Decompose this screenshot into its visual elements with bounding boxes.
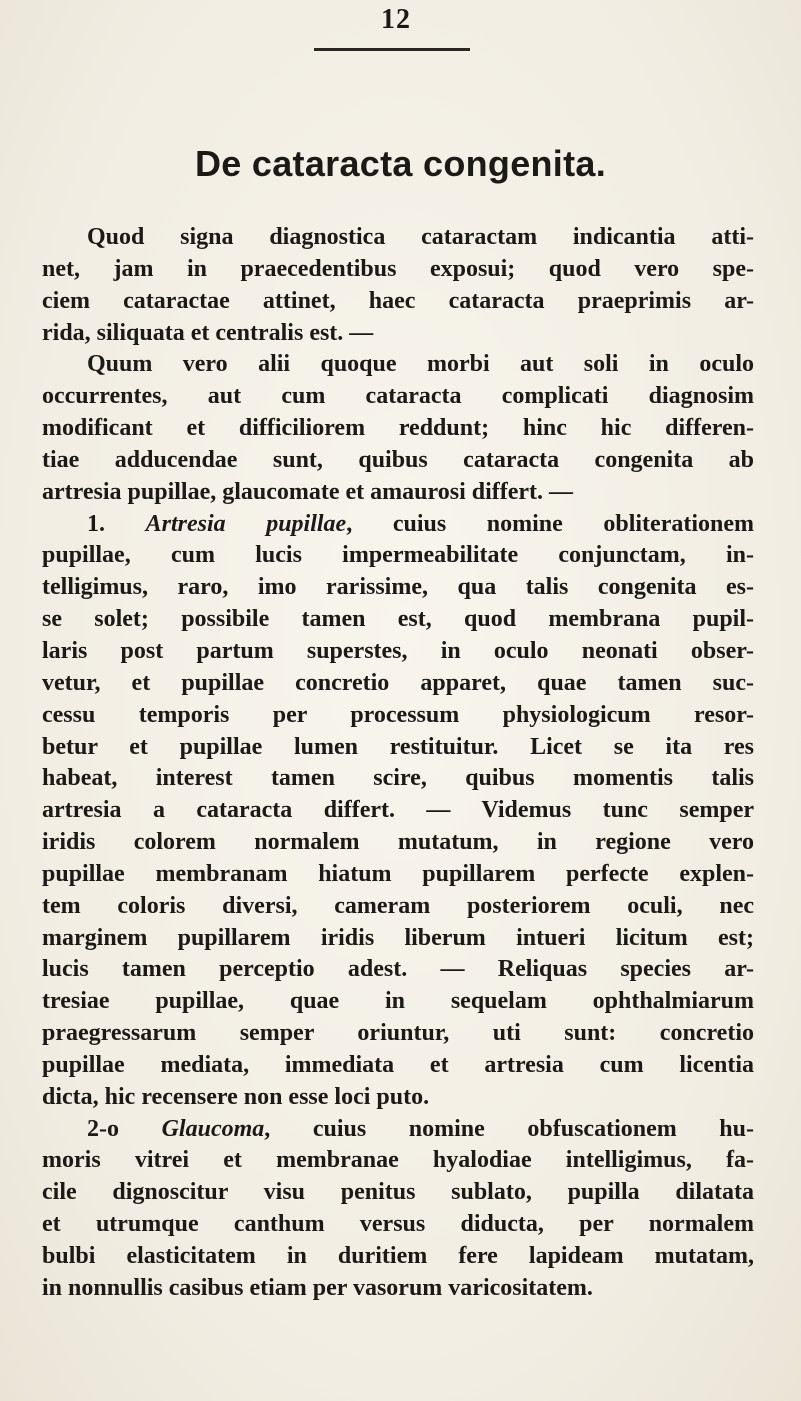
text-line: moris vitrei et membranae hyalodiae intelligimus, fa- xyxy=(42,1147,754,1174)
text-line-item-2 xyxy=(42,1114,754,1146)
text-line: artresia pupillae, glaucomate et amaurosi differt. — xyxy=(42,478,574,505)
text-line: tiae adducendae sunt, quibus cataracta congenita ab xyxy=(42,446,754,473)
text-line: artresia a cataracta differt. — Videmus tunc semper xyxy=(42,797,754,824)
text-line: pupillae membranam hiatum pupillarem perfecte explen- xyxy=(42,860,754,887)
text-line: bulbi elasticitatem in duritiem fere lapideam mutatam, xyxy=(42,1243,754,1269)
body-text xyxy=(42,222,754,1305)
text-line: Quum vero alii quoque morbi aut soli in oculo xyxy=(87,351,754,378)
text-line: rida, siliquata et centralis est. — xyxy=(42,319,374,346)
header-rule xyxy=(314,48,470,51)
text-line: iridis colorem normalem mutatum, in regione vero xyxy=(42,829,754,856)
text-line: modificant et difficiliorem reddunt; hinc hic differen- xyxy=(42,415,754,442)
text-line: tem coloris diversi, cameram posteriorem oculi, nec xyxy=(42,892,754,919)
item-2-term: Glaucoma xyxy=(161,1115,265,1142)
text-line: cile dignoscitur visu penitus sublato, pupilla dilatata xyxy=(42,1179,754,1206)
item-1-number: 1. xyxy=(87,510,105,537)
item-2-rest: , cuius nomine obfuscationem hu- xyxy=(264,1115,754,1142)
text-line: betur et pupillae lumen restituitur. Licet se ita res xyxy=(42,733,754,760)
page-number: 12 xyxy=(381,4,411,35)
text-line: et utrumque canthum versus diducta, per normalem xyxy=(42,1211,754,1238)
text-line: telligimus, raro, imo rarissime, qua talis congenita es- xyxy=(42,574,754,601)
text-line-item-1 xyxy=(42,509,754,541)
text-line: in nonnullis casibus etiam per vasorum varicositatem. xyxy=(42,1274,593,1301)
text-line: marginem pupillarem iridis liberum intueri licitum est; xyxy=(42,924,754,951)
item-2-number: 2-o xyxy=(87,1115,119,1142)
text-line: cessu temporis per processum physiologicum resor- xyxy=(42,701,754,728)
text-line: lucis tamen perceptio adest. — Reliquas species ar- xyxy=(42,956,754,983)
chapter-title: De cataracta congenita. xyxy=(194,143,607,184)
text-line: Quod signa diagnostica cataractam indicantia atti- xyxy=(87,224,754,250)
text-line: pupillae, cum lucis impermeabilitate conjunctam, in- xyxy=(42,542,754,569)
text-line: vetur, et pupillae concretio apparet, quae tamen suc- xyxy=(42,669,754,696)
text-line: praegressarum semper oriuntur, uti sunt: concretio xyxy=(42,1020,754,1047)
text-line: laris post partum superstes, in oculo neonati obser- xyxy=(42,637,754,664)
text-line: net, jam in praecedentibus exposui; quod vero spe- xyxy=(42,255,754,282)
text-line: se solet; possibile tamen est, quod membrana pupil- xyxy=(42,606,754,633)
text-line: occurrentes, aut cum cataracta complicati diagnosim xyxy=(42,383,754,410)
text-line: ciem cataractae attinet, haec cataracta praeprimis ar- xyxy=(42,287,754,314)
item-1-rest: , cuius nomine obliterationem xyxy=(346,510,754,537)
text-line: tresiae pupillae, quae in sequelam ophthalmiarum xyxy=(42,988,754,1015)
text-line: dicta, hic recensere non esse loci puto. xyxy=(42,1083,430,1110)
text-line: habeat, interest tamen scire, quibus momentis talis xyxy=(42,765,754,792)
text-line: pupillae mediata, immediata et artresia cum licentia xyxy=(42,1051,754,1078)
item-1-term: Artresia pupillae xyxy=(145,510,347,537)
